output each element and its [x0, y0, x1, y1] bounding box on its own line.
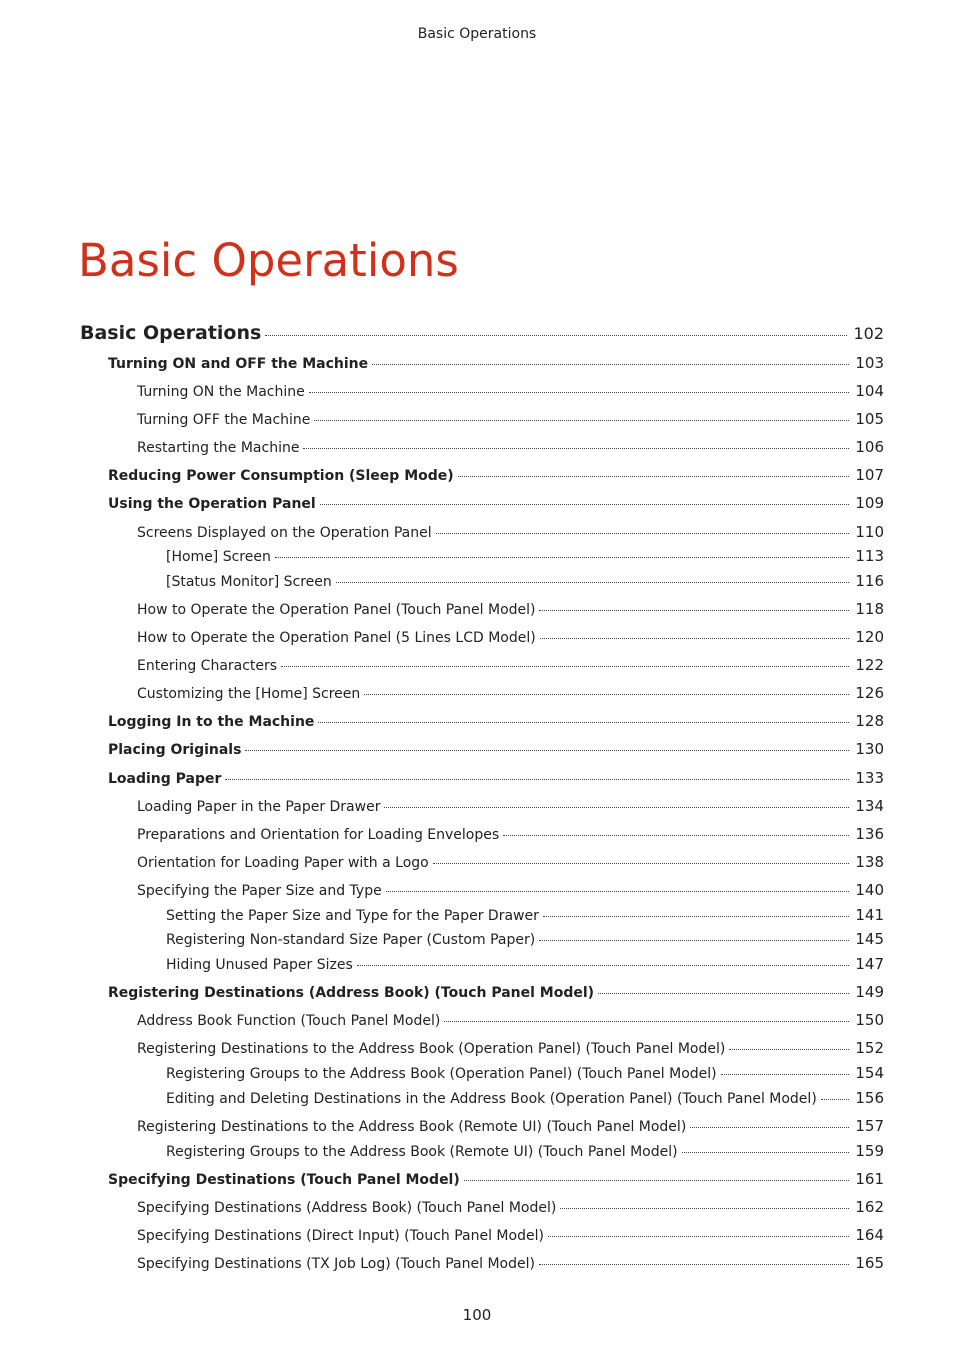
- dot-leader: [444, 1021, 849, 1022]
- toc-entry[interactable]: [80, 382, 884, 400]
- toc-entry-page: 128: [855, 712, 884, 730]
- toc-entry[interactable]: [80, 1142, 884, 1160]
- toc-entry-page: 103: [855, 354, 884, 372]
- toc-entry-page: 120: [855, 628, 884, 646]
- toc-entry-page: 145: [855, 930, 884, 948]
- toc-entry-page: 113: [855, 547, 884, 565]
- toc-entry-page: 150: [855, 1011, 884, 1029]
- toc-entry[interactable]: [80, 1064, 884, 1082]
- toc-entry-label: Setting the Paper Size and Type for the Paper Drawer: [166, 908, 539, 924]
- toc-entry-label: Customizing the [Home] Screen: [137, 686, 361, 702]
- toc-entry[interactable]: [80, 1226, 884, 1244]
- toc-entry[interactable]: [80, 494, 884, 512]
- dot-leader: [539, 1264, 849, 1265]
- toc-entry-page: 140: [855, 881, 884, 899]
- toc-entry-label: Editing and Deleting Destinations in the Address Book (Operation Panel) (Touch Panel Model): [166, 1091, 817, 1107]
- toc-entry-page: 133: [855, 769, 884, 787]
- toc-entry-label: Restarting the Machine: [137, 440, 300, 456]
- toc-entry-page: 147: [855, 955, 884, 973]
- toc-entry-label: How to Operate the Operation Panel (Touch Panel Model): [137, 602, 536, 618]
- toc-entry-label: Entering Characters: [137, 658, 278, 674]
- toc-entry-label: Specifying Destinations (TX Job Log) (Touch Panel Model): [137, 1256, 535, 1272]
- dot-leader: [372, 364, 849, 365]
- dot-leader: [729, 1049, 849, 1050]
- dot-leader: [364, 694, 849, 695]
- toc-entry-label: Loading Paper in the Paper Drawer: [137, 799, 381, 815]
- toc-entry[interactable]: [80, 712, 884, 730]
- toc-entry-label: Specifying the Paper Size and Type: [137, 883, 382, 899]
- dot-leader: [433, 863, 850, 864]
- toc-entry-label: Registering Destinations (Address Book) (Touch Panel Model): [108, 985, 595, 1001]
- toc-entry-page: 161: [855, 1170, 884, 1188]
- dot-leader: [821, 1099, 850, 1100]
- toc-entry-label: Placing Originals: [108, 742, 242, 758]
- toc-entry[interactable]: [80, 881, 884, 899]
- toc-entry-label: Address Book Function (Touch Panel Model): [137, 1013, 441, 1029]
- toc-entry-label: Registering Groups to the Address Book (Operation Panel) (Touch Panel Model): [166, 1066, 717, 1082]
- toc-entry-page: 165: [855, 1254, 884, 1272]
- toc-entry[interactable]: [80, 983, 884, 1001]
- toc-entry-label: Turning ON and OFF the Machine: [108, 356, 369, 372]
- toc-entry-label: Using the Operation Panel: [108, 496, 316, 512]
- dot-leader: [682, 1152, 850, 1153]
- dot-leader: [303, 448, 849, 449]
- chapter-title: Basic Operations: [78, 234, 459, 287]
- toc-entry-label: Basic Operations: [80, 322, 262, 344]
- toc-entry-label: Reducing Power Consumption (Sleep Mode): [108, 468, 454, 484]
- toc-entry-page: 102: [853, 324, 884, 343]
- toc-entry-page: 157: [855, 1117, 884, 1135]
- toc-entry-page: 159: [855, 1142, 884, 1160]
- toc-entry-label: Logging In to the Machine: [108, 714, 315, 730]
- toc-entry-label: Registering Groups to the Address Book (Remote UI) (Touch Panel Model): [166, 1144, 678, 1160]
- toc-entry-page: 164: [855, 1226, 884, 1244]
- toc-entry-page: 130: [855, 740, 884, 758]
- toc-entry[interactable]: [80, 1011, 884, 1029]
- toc-entry[interactable]: [80, 1170, 884, 1188]
- toc-entry-label: How to Operate the Operation Panel (5 Lines LCD Model): [137, 630, 536, 646]
- toc-entry-label: Registering Destinations to the Address Book (Remote UI) (Touch Panel Model): [137, 1119, 687, 1135]
- toc-entry-label: Loading Paper: [108, 771, 222, 787]
- toc-entry-page: 141: [855, 906, 884, 924]
- toc-entry-page: 149: [855, 983, 884, 1001]
- toc-entry-page: 104: [855, 382, 884, 400]
- toc-entry[interactable]: [80, 1089, 884, 1107]
- dot-leader: [245, 750, 849, 751]
- toc-entry-page: 110: [855, 523, 884, 541]
- toc-entry[interactable]: [80, 656, 884, 674]
- toc-entry-page: 162: [855, 1198, 884, 1216]
- toc-entry[interactable]: [80, 853, 884, 871]
- toc-entry[interactable]: [80, 438, 884, 456]
- dot-leader: [598, 993, 849, 994]
- dot-leader: [357, 965, 850, 966]
- toc-entry-label: Registering Destinations to the Address Book (Operation Panel) (Touch Panel Model): [137, 1041, 726, 1057]
- toc-entry[interactable]: [80, 466, 884, 484]
- toc-entry[interactable]: [80, 354, 884, 372]
- toc-entry[interactable]: [80, 1198, 884, 1216]
- toc-entry[interactable]: [80, 797, 884, 815]
- dot-leader: [314, 420, 849, 421]
- toc-entry[interactable]: [80, 628, 884, 646]
- dot-leader: [458, 476, 850, 477]
- toc-entry-page: 138: [855, 853, 884, 871]
- dot-leader: [548, 1236, 849, 1237]
- toc-entry-page: 134: [855, 797, 884, 815]
- toc-entry[interactable]: [80, 410, 884, 428]
- toc-entry-label: Preparations and Orientation for Loading Envelopes: [137, 827, 500, 843]
- toc-entry-label: [Status Monitor] Screen: [166, 574, 332, 590]
- dot-leader: [265, 335, 847, 336]
- toc-entry-page: 156: [855, 1089, 884, 1107]
- dot-leader: [539, 940, 849, 941]
- toc-entry-label: Hiding Unused Paper Sizes: [166, 957, 353, 973]
- dot-leader: [464, 1180, 850, 1181]
- dot-leader: [386, 891, 850, 892]
- dot-leader: [721, 1074, 850, 1075]
- toc-entry-label: Turning ON the Machine: [137, 384, 305, 400]
- toc-entry[interactable]: [80, 930, 884, 948]
- toc-entry[interactable]: [80, 523, 884, 541]
- page-number: 100: [462, 1306, 492, 1324]
- toc-entry-page: 116: [855, 572, 884, 590]
- toc-entry[interactable]: [80, 955, 884, 973]
- toc-entry[interactable]: [80, 572, 884, 590]
- dot-leader: [225, 779, 849, 780]
- dot-leader: [540, 638, 850, 639]
- toc-entry[interactable]: [80, 769, 884, 787]
- toc-entry-label: Registering Non-standard Size Paper (Custom Paper): [166, 932, 536, 948]
- toc-entry-page: 152: [855, 1039, 884, 1057]
- toc-entry[interactable]: [80, 740, 884, 758]
- running-header: Basic Operations: [417, 26, 537, 42]
- toc-entry-label: Screens Displayed on the Operation Panel: [137, 525, 432, 541]
- toc-entry-label: Turning OFF the Machine: [137, 412, 311, 428]
- dot-leader: [336, 582, 850, 583]
- toc-entry-label: [Home] Screen: [166, 549, 271, 565]
- toc-entry-page: 107: [855, 466, 884, 484]
- dot-leader: [690, 1127, 849, 1128]
- dot-leader: [543, 916, 850, 917]
- dot-leader: [436, 533, 850, 534]
- dot-leader: [281, 666, 849, 667]
- toc-entry-page: 105: [855, 410, 884, 428]
- toc-entry-page: 118: [855, 600, 884, 618]
- toc-entry-page: 126: [855, 684, 884, 702]
- toc-entry[interactable]: [80, 1117, 884, 1135]
- toc-entry[interactable]: [80, 1254, 884, 1272]
- toc-entry[interactable]: [80, 1039, 884, 1057]
- toc-entry[interactable]: [80, 906, 884, 924]
- toc-entry[interactable]: [80, 825, 884, 843]
- toc-entry[interactable]: [80, 600, 884, 618]
- dot-leader: [275, 557, 850, 558]
- dot-leader: [320, 504, 850, 505]
- toc-entry-page: 154: [855, 1064, 884, 1082]
- dot-leader: [318, 722, 849, 723]
- toc-entry[interactable]: [80, 684, 884, 702]
- toc-entry-page: 106: [855, 438, 884, 456]
- toc-entry-page: 122: [855, 656, 884, 674]
- toc-entry-label: Specifying Destinations (Direct Input) (Touch Panel Model): [137, 1228, 544, 1244]
- toc-entry-label: Orientation for Loading Paper with a Logo: [137, 855, 429, 871]
- dot-leader: [560, 1208, 849, 1209]
- dot-leader: [384, 807, 849, 808]
- toc-entry-label: Specifying Destinations (Address Book) (Touch Panel Model): [137, 1200, 557, 1216]
- toc-entry-page: 136: [855, 825, 884, 843]
- toc-entry-page: 109: [855, 494, 884, 512]
- toc-entry[interactable]: [80, 547, 884, 565]
- dot-leader: [503, 835, 849, 836]
- dot-leader: [539, 610, 849, 611]
- dot-leader: [309, 392, 850, 393]
- toc-entry[interactable]: [80, 322, 884, 344]
- toc-entry-label: Specifying Destinations (Touch Panel Model): [108, 1172, 460, 1188]
